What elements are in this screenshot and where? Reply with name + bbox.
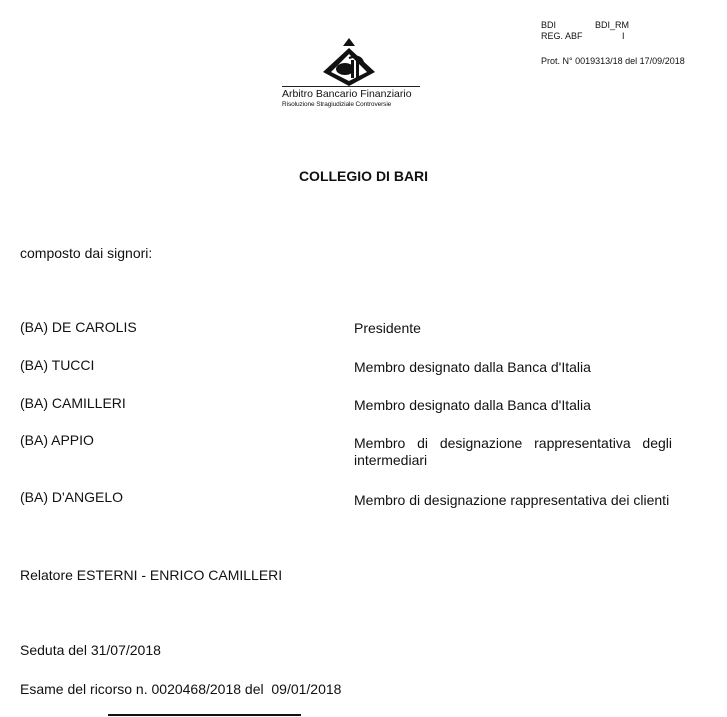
member-role: Presidente <box>354 320 421 336</box>
member-name: (BA) D'ANGELO <box>20 489 124 505</box>
register-value: I <box>622 31 625 41</box>
session-date: Seduta del 31/07/2018 <box>20 642 161 658</box>
protocol-number: Prot. N° 0019313/18 del 17/09/2018 <box>541 56 685 66</box>
logo-divider <box>282 86 420 87</box>
register-label: REG. ABF <box>541 31 583 41</box>
appeal-reference: Esame del ricorso n. 0020468/2018 del 09/01/2018 <box>20 681 342 697</box>
rapporteur: Relatore ESTERNI - ENRICO CAMILLERI <box>20 567 283 583</box>
member-role: Membro di designazione rappresentativa degli intermediari <box>354 435 672 468</box>
member-role: Membro di designazione rappresentativa dei clienti <box>354 492 670 508</box>
member-name: (BA) TUCCI <box>20 357 95 373</box>
member-name: (BA) DE CAROLIS <box>20 319 137 335</box>
page-title: COLLEGIO DI BARI <box>298 168 429 184</box>
intro-text: composto dai signori: <box>20 245 153 261</box>
abf-seal-icon <box>320 36 378 88</box>
office-code: BDI <box>541 20 557 30</box>
bottom-rule <box>108 714 301 716</box>
member-name: (BA) APPIO <box>20 432 94 448</box>
logo-subtitle: Risoluzione Stragiudiziale Controversie <box>282 101 392 108</box>
office-code-rm: BDI_RM <box>595 20 630 30</box>
logo-name: Arbitro Bancario Finanziario <box>282 88 412 100</box>
member-role: Membro designato dalla Banca d'Italia <box>354 397 591 413</box>
member-role: Membro designato dalla Banca d'Italia <box>354 359 591 375</box>
member-name: (BA) CAMILLERI <box>20 395 126 411</box>
